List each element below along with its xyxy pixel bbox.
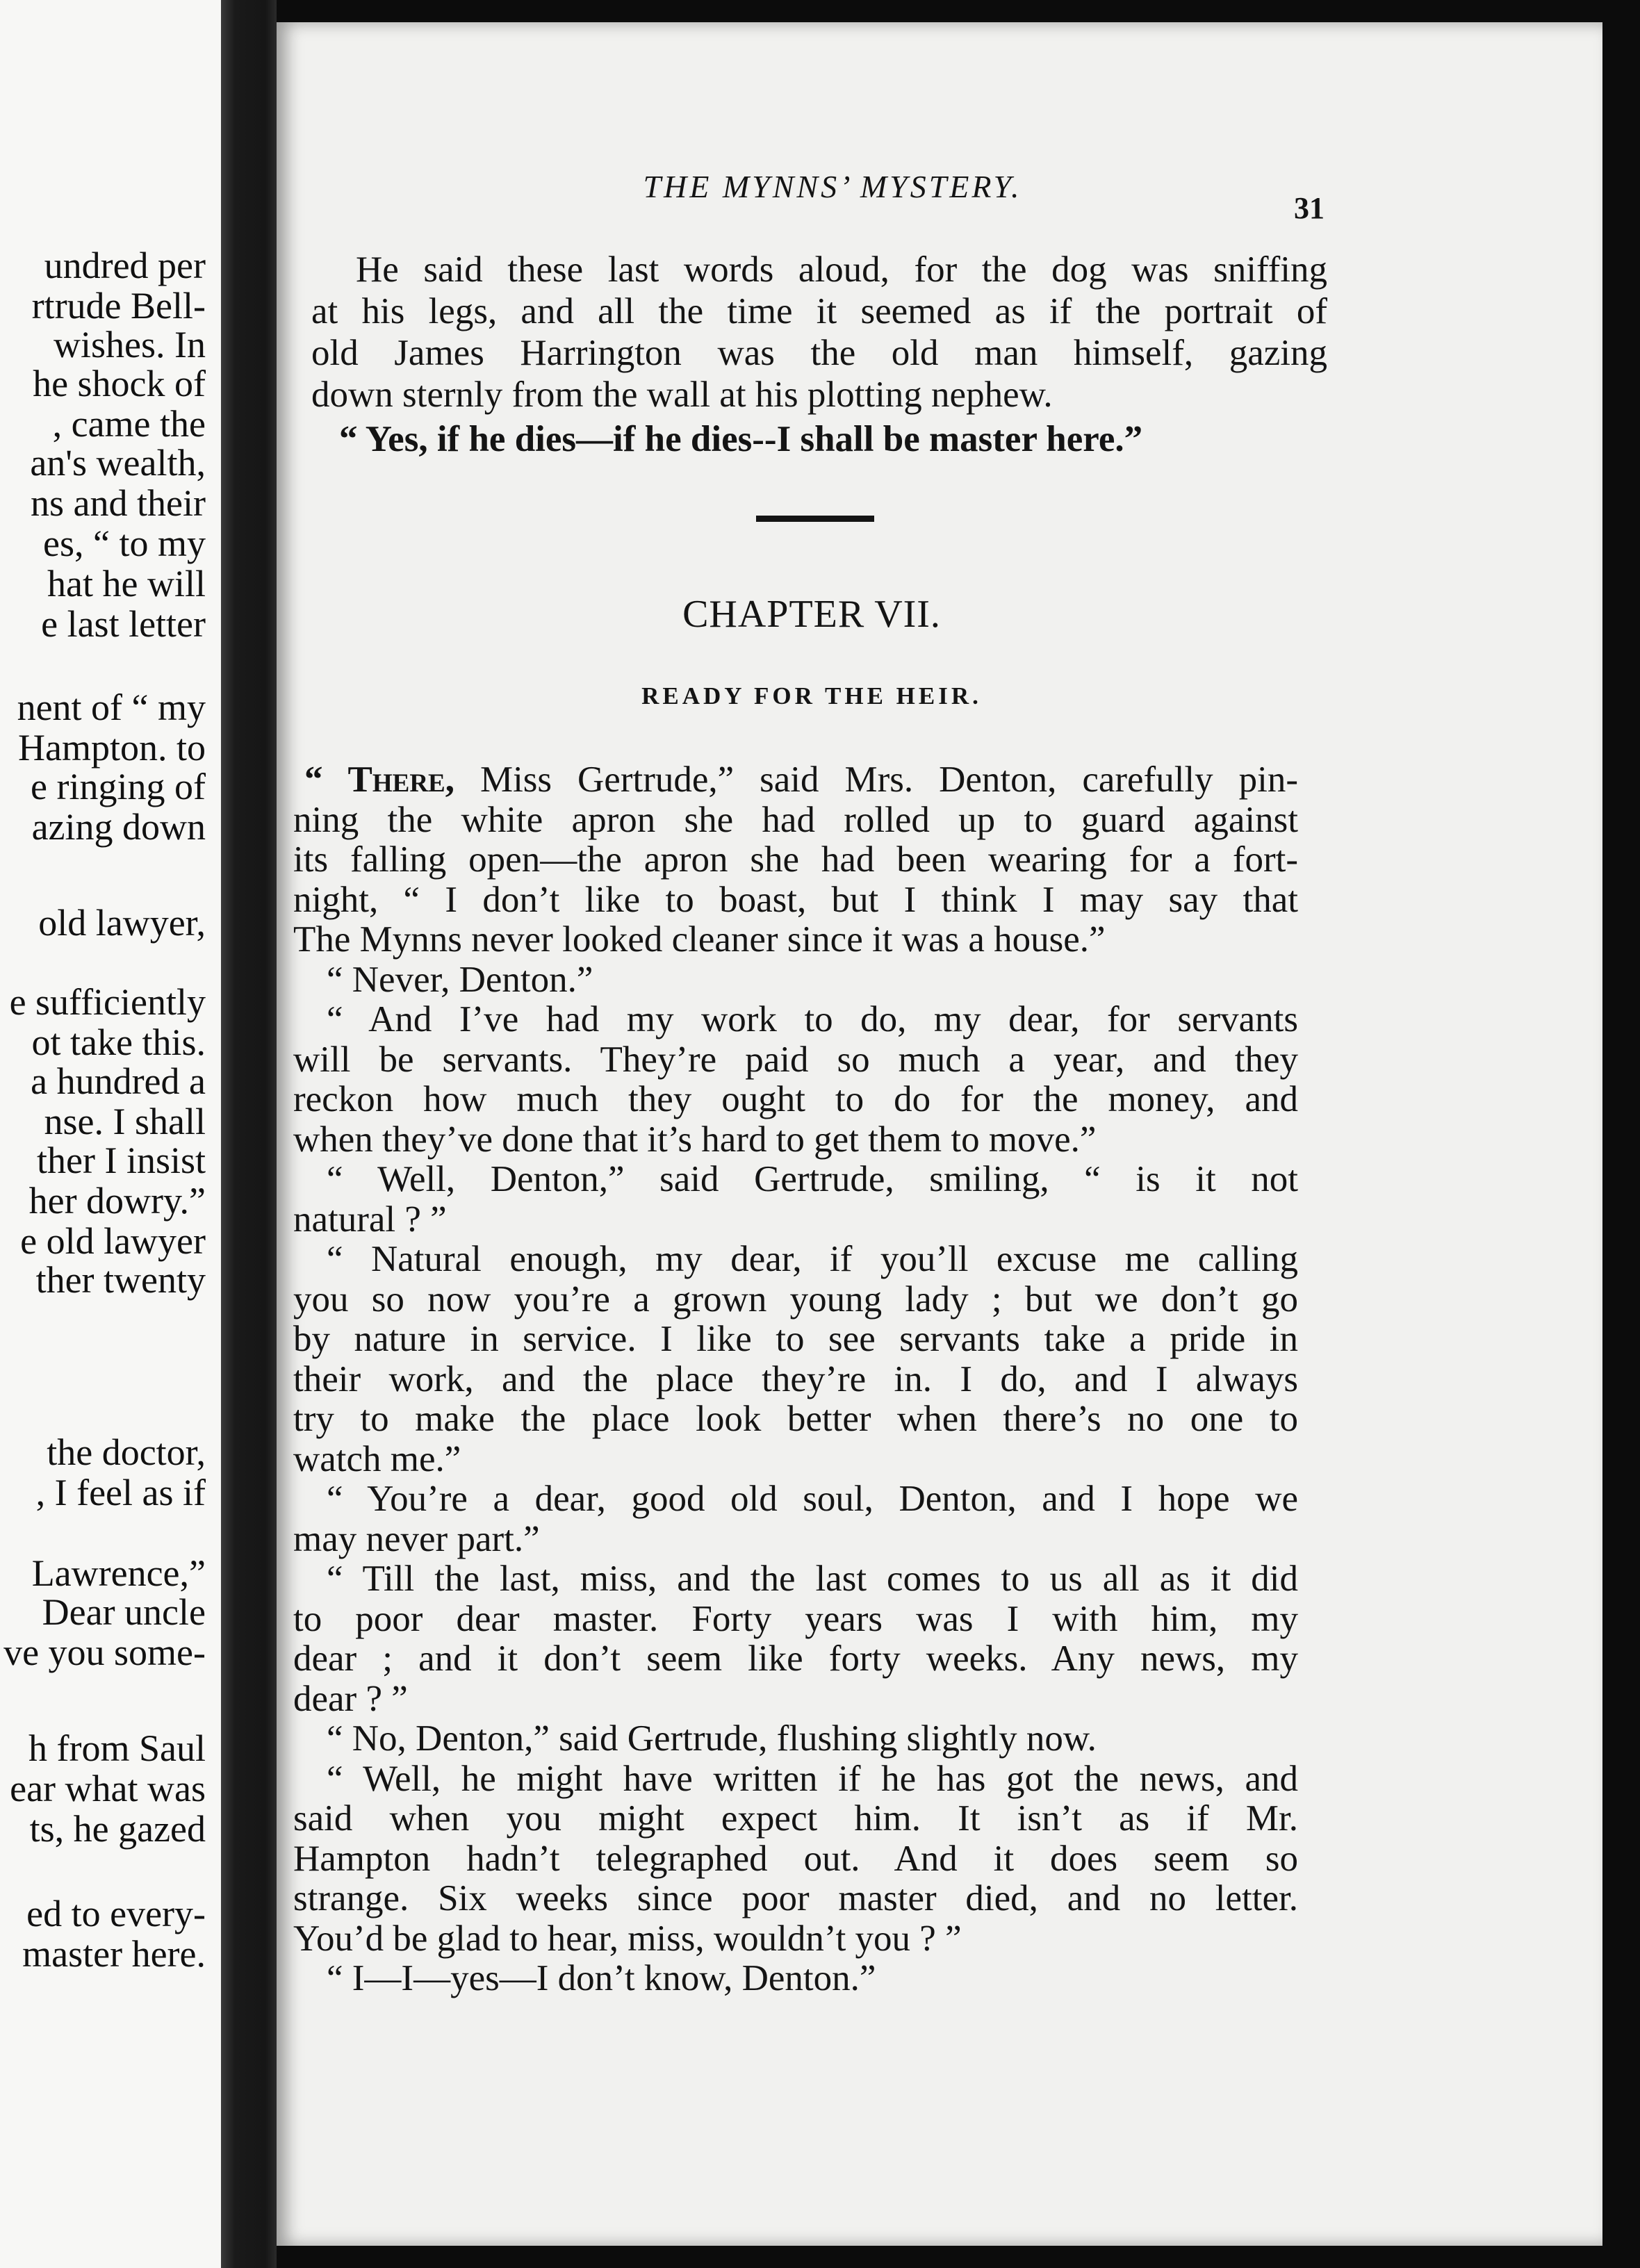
paragraph-line: said when you might expect him. It isn’t as if Mr. xyxy=(293,1798,1298,1839)
chapter-divider-rule xyxy=(756,516,874,522)
paragraph-line: “ And I’ve had my work to do, my dear, for servants xyxy=(327,999,1298,1040)
opening-lead-word: “ There, xyxy=(304,759,454,800)
paragraph-line: “ Well, he might have written if he has got the news, and xyxy=(327,1759,1298,1799)
paragraph-line: You’d be glad to hear, miss, wouldn’t you ? ” xyxy=(293,1918,962,1959)
paragraph-line: dear ; and it don’t seem like forty weeks. Any news, my xyxy=(293,1638,1298,1679)
left-page-line: azing down xyxy=(31,806,206,848)
paragraph-line: “ No, Denton,” said Gertrude, flushing slightly now. xyxy=(327,1718,1097,1759)
left-page-line: ther twenty xyxy=(35,1259,206,1301)
paragraph-line: at his legs, and all the time it seemed as if the portrait of xyxy=(311,291,1327,331)
left-page-line: the doctor, xyxy=(47,1431,206,1473)
chapter-title: CHAPTER VII. xyxy=(682,593,941,636)
paragraph-line: to poor dear master. Forty years was I with him, my xyxy=(293,1599,1298,1639)
left-page-line: ns and their xyxy=(31,482,206,524)
paragraph-line: when they’ve done that it’s hard to get them to move.” xyxy=(293,1119,1097,1160)
left-page-line: , I feel as if xyxy=(35,1472,206,1513)
left-page-line: ear what was xyxy=(10,1768,206,1809)
left-page-line: her dowry.” xyxy=(28,1180,206,1222)
left-page-line: e sufficiently xyxy=(9,981,206,1023)
left-page-line: master here. xyxy=(22,1933,206,1975)
left-page-line: e ringing of xyxy=(31,766,206,807)
left-page-line: old lawyer, xyxy=(38,902,206,944)
left-page-line: a hundred a xyxy=(31,1060,206,1102)
body-text xyxy=(277,22,1602,2246)
left-page-line: Hampton. to xyxy=(18,727,206,769)
left-page-line: wishes. In xyxy=(54,324,206,365)
left-page-line: ther I insist xyxy=(37,1140,206,1181)
chapter-subtitle: READY FOR THE HEIR. xyxy=(641,682,982,709)
left-page-line: Dear uncle xyxy=(42,1591,206,1633)
paragraph-line: ning the white apron she had rolled up to guard against xyxy=(293,800,1298,840)
left-page-line: hat he will xyxy=(47,563,206,605)
right-page xyxy=(277,22,1602,2246)
paragraph-line: natural ? ” xyxy=(293,1199,447,1240)
left-page-line: rtrude Bell- xyxy=(31,285,206,327)
left-page-line: he shock of xyxy=(33,363,206,404)
paragraph-line: strange. Six weeks since poor master died, and no letter. xyxy=(293,1878,1298,1918)
paragraph-line: “ You’re a dear, good old soul, Denton, and I hope we xyxy=(327,1479,1298,1519)
chapter-opening-line xyxy=(304,759,1298,800)
left-page-line: Lawrence,” xyxy=(31,1552,206,1594)
left-page-line: ts, he gazed xyxy=(29,1808,206,1850)
paragraph-line: you so now you’re a grown young lady ; but we don’t go xyxy=(293,1279,1298,1320)
paragraph-line: “ I—I—yes—I don’t know, Denton.” xyxy=(327,1958,876,1998)
page-number: 31 xyxy=(1294,191,1325,225)
left-page-line: ed to every- xyxy=(26,1893,206,1934)
running-head: THE MYNNS’ MYSTERY. xyxy=(643,169,1022,204)
paragraph-line: by nature in service. I like to see servants take a pride in xyxy=(293,1319,1298,1359)
left-page-line: h from Saul xyxy=(28,1727,206,1769)
left-page-line: es, “ to my xyxy=(43,523,206,564)
left-page-line: ot take this. xyxy=(31,1021,206,1063)
book-gutter xyxy=(221,0,277,2268)
paragraph-line: Hampton hadn’t telegraphed out. And it does seem so xyxy=(293,1839,1298,1879)
paragraph-line: reckon how much they ought to do for the money, and xyxy=(293,1079,1298,1119)
left-page-line: an's wealth, xyxy=(30,442,206,484)
left-page-line: e last letter xyxy=(41,603,206,645)
paragraph-line: dear ? ” xyxy=(293,1679,408,1719)
paragraph-line: The Mynns never looked cleaner since it was a house.” xyxy=(293,919,1106,960)
left-page-line: ve you some- xyxy=(3,1632,206,1673)
paragraph-line: “ Till the last, miss, and the last comes to us all as it did xyxy=(327,1559,1298,1599)
paragraph-line: old James Harrington was the old man himself, gazing xyxy=(311,333,1327,373)
paragraph-line: try to make the place look better when there’s no one to xyxy=(293,1399,1298,1439)
left-page-line: nent of “ my xyxy=(17,687,206,728)
paragraph-line: their work, and the place they’re in. I do, and I always xyxy=(293,1359,1298,1399)
paragraph-line: “ Natural enough, my dear, if you’ll excuse me calling xyxy=(327,1239,1298,1279)
opening-line-rest: Miss Gertrude,” said Mrs. Denton, carefully pin- xyxy=(454,759,1298,800)
paragraph-line: will be servants. They’re paid so much a year, and they xyxy=(293,1040,1298,1080)
left-page-line: undred per xyxy=(44,245,206,286)
paragraph-line: down sternly from the wall at his plotting nephew. xyxy=(311,375,1053,415)
paragraph-line: its falling open—the apron she had been wearing for a fort- xyxy=(293,839,1298,880)
paragraph-line: “ Never, Denton.” xyxy=(327,960,593,1000)
left-page-line: e old lawyer xyxy=(20,1220,206,1262)
left-page-line: nse. I shall xyxy=(44,1101,206,1142)
paragraph-line: He said these last words aloud, for the dog was sniffing xyxy=(356,249,1327,290)
paragraph-line: night, “ I don’t like to boast, but I think I may say that xyxy=(293,880,1298,920)
left-page-line: , came the xyxy=(52,403,206,445)
paragraph-line: “ Well, Denton,” said Gertrude, smiling, “ is it not xyxy=(327,1159,1298,1199)
quoted-line: “ Yes, if he dies—if he dies--I shall be master here.” xyxy=(339,419,1143,459)
paragraph-line: may never part.” xyxy=(293,1519,540,1559)
left-page xyxy=(0,0,221,2268)
paragraph-line: watch me.” xyxy=(293,1439,461,1479)
